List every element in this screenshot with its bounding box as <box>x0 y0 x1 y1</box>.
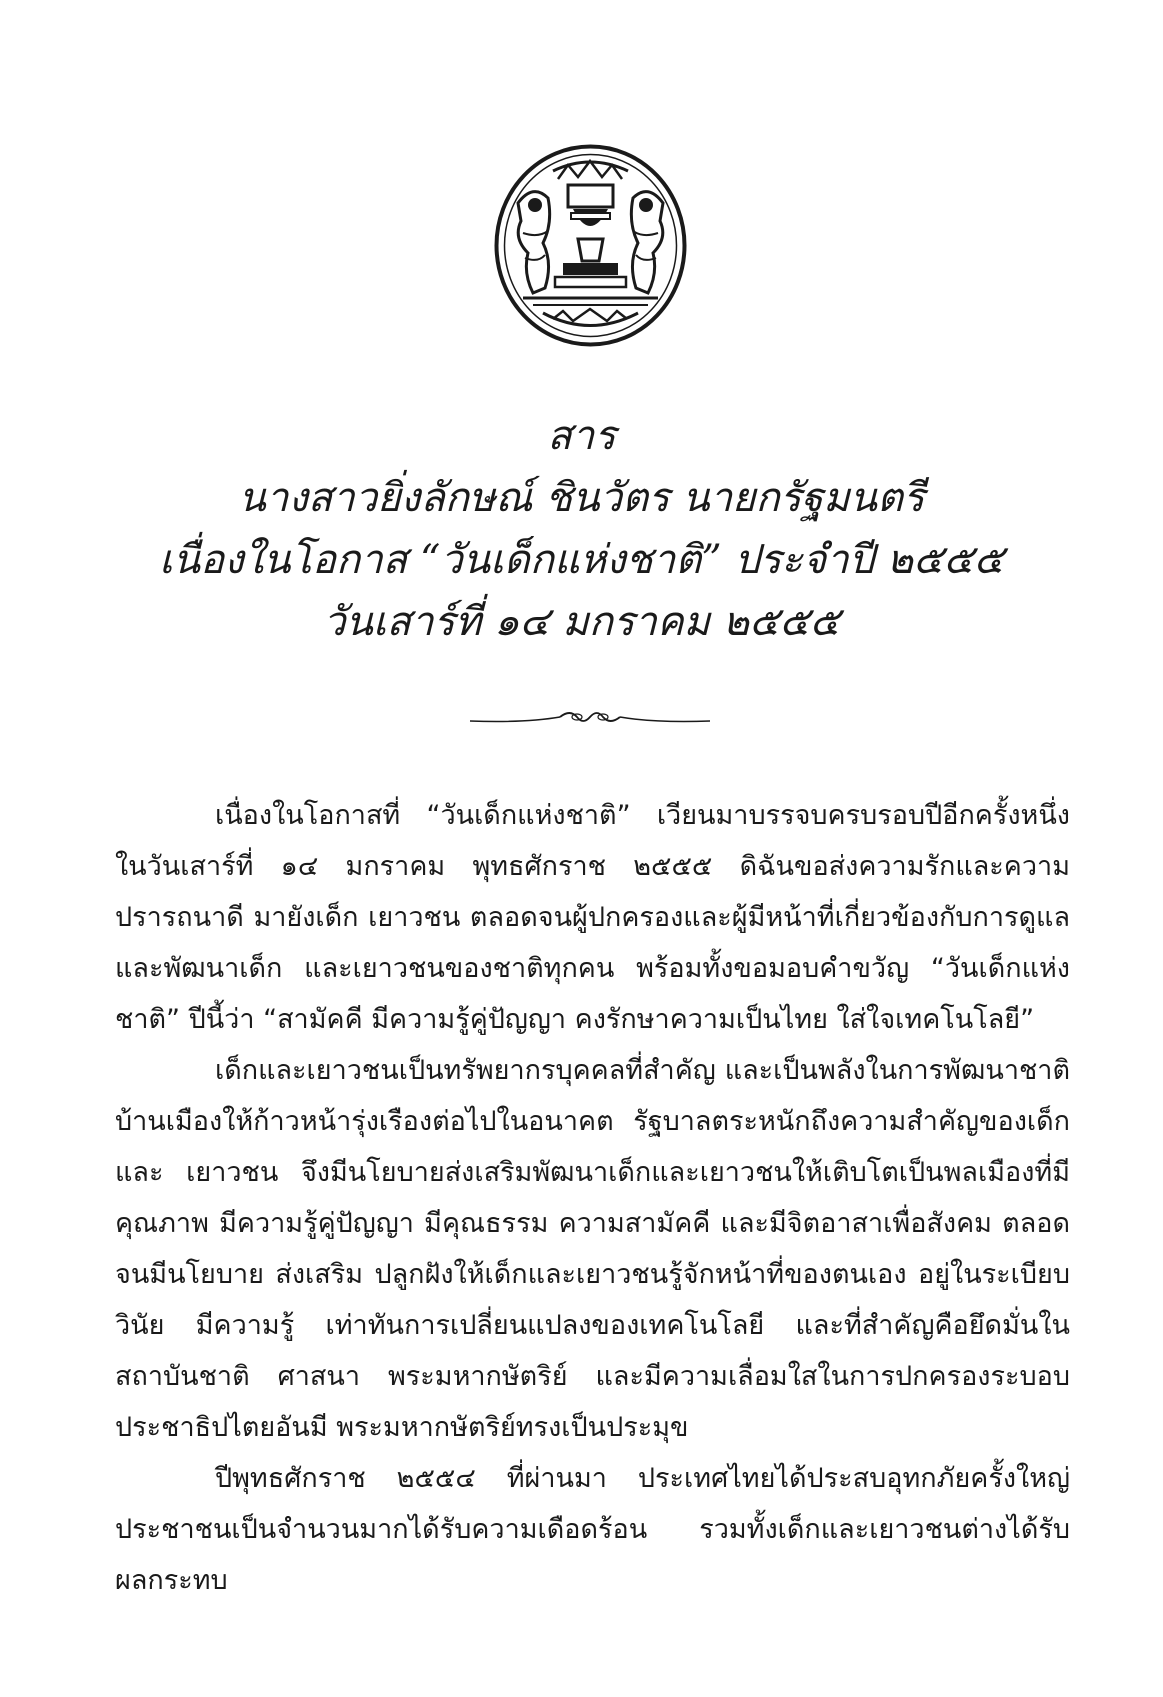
heading-author: นางสาวยิ่งลักษณ์ ชินวัตร นายกรัฐมนตรี <box>238 475 925 521</box>
heading-date: วันเสาร์ที่ ๑๔ มกราคม ๒๕๕๕ <box>323 599 840 645</box>
ornamental-divider-icon <box>465 705 715 735</box>
document-body <box>115 790 1070 1606</box>
document-heading <box>0 405 1163 653</box>
body-paragraph-2: เด็กและเยาวชนเป็นทรัพยากรบุคคลที่สำคัญ และเป็นพลังในการพัฒนาชาติ บ้านเมืองให้ก้าวหน้ารุ่งเรืองต่อไปในอนาคต รัฐบาลตระหนักถึงความสำคัญของเด็กและ เยาวชน จึงมีนโยบายส่งเสริมพัฒนาเด็กและเยาวชนให้เติบโตเป็นพลเมืองที่มีคุณภาพ มีความรู้คู่ปัญญา มีคุณธรรม ความสามัคคี และมีจิตอาสาเพื่อสังคม ตลอดจนมีนโยบาย ส่งเสริม ปลูกฝังให้เด็กและเยาวชนรู้จักหน้าที่ของตนเอง อยู่ในระเบียบวินัย มีความรู้ เท่าทันการเปลี่ยนแปลงของเทคโนโลยี และที่สำคัญคือยึดมั่นในสถาบันชาติ ศาสนา พระมหากษัตริย์ และมีความเลื่อมใสในการปกครองระบอบประชาธิปไตยอันมี พระมหากษัตริย์ทรงเป็นประมุข <box>115 1055 1070 1443</box>
body-paragraph-1: เนื่องในโอกาสที่ “วันเด็กแห่งชาติ” เวียนมาบรรจบครบรอบปีอีกครั้งหนึ่ง ในวันเสาร์ที่ ๑๔ มกราคม พุทธศักราช ๒๕๕๕ ดิฉันขอส่งความรักและความปรารถนาดี มายังเด็ก เยาวชน ตลอดจนผู้ปกครองและผู้มีหน้าที่เกี่ยวข้องกับการดูแลและพัฒนาเด็ก และเยาวชนของชาติทุกคน พร้อมทั้งขอมอบคำขวัญ “วันเด็กแห่งชาติ” ปีนี้ว่า “สามัคคี มีความรู้คู่ปัญญา คงรักษาความเป็นไทย ใส่ใจเทคโนโลยี” <box>115 800 1070 1035</box>
heading-title: สาร <box>547 413 616 459</box>
government-seal-icon <box>493 143 688 348</box>
heading-occasion: เนื่องในโอกาส “วันเด็กแห่งชาติ” ประจำปี ๒๕๕๕ <box>159 537 1004 583</box>
body-paragraph-3: ปีพุทธศักราช ๒๕๕๔ ที่ผ่านมา ประเทศไทยได้ประสบอุทกภัยครั้งใหญ่ ประชาชนเป็นจำนวนมากได้รับความเดือดร้อน รวมทั้งเด็กและเยาวชนต่างได้รับผลกระทบ <box>115 1463 1070 1596</box>
